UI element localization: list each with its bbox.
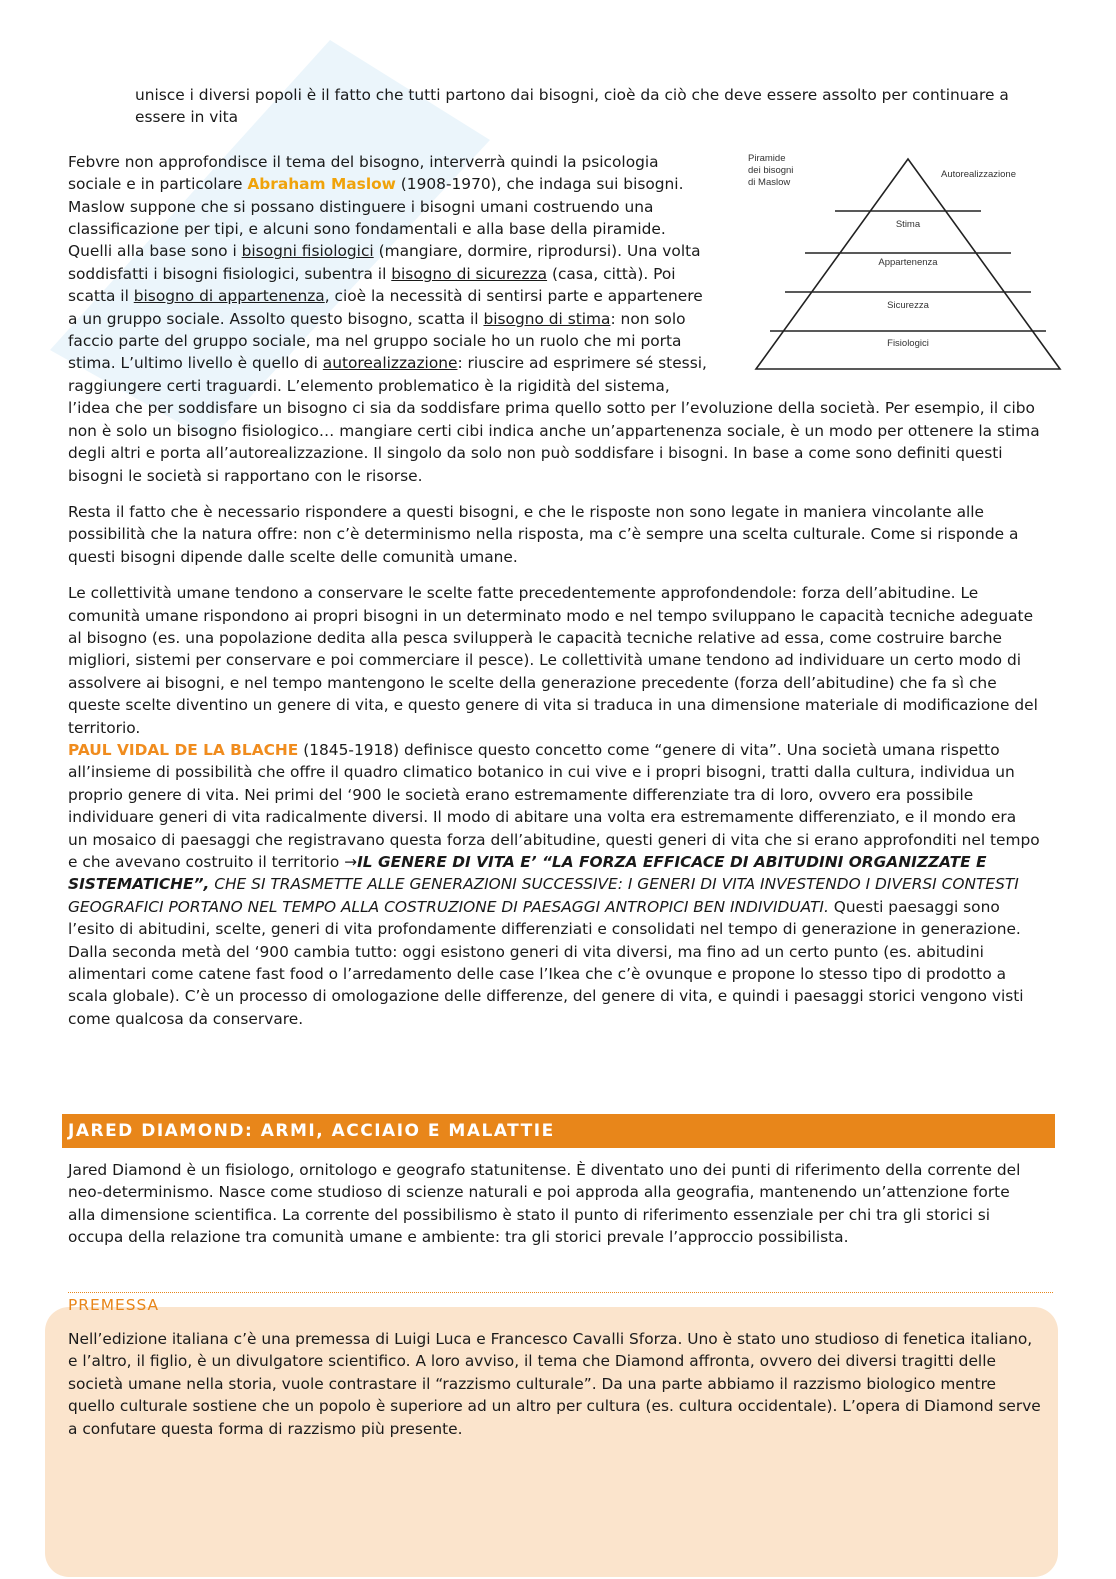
pyramid-level-appartenenza: Appartenenza [878,256,938,268]
premessa-paragraph: Nell’edizione italiana c’è una premessa di Luigi Luca e Francesco Cavalli Sforza. Uno è stato uno studioso di fenetica italiano, e l’altro, il figlio, è un divulgatore scientifico. A loro avviso, il tema che Diamond affronta, ovvero dei diversi tragitti delle società umane nella storia, vuole contrastare il “razzismo culturale”. Da una parte abbiamo il razzismo biologico mentre quello culturale sostiene che un popolo è superiore ad un altro per cultura (es. cultura occidentale). L’opera di Diamond serve a confutare questa forma di razzismo più presente. [68,1330,1041,1438]
dotted-divider [68,1292,1053,1293]
section-heading-diamond: JARED DIAMOND: ARMI, ACCIAIO E MALATTIE [62,1114,1055,1148]
pyramid-title-line: di Maslow [748,176,791,188]
diamond-paragraph: Jared Diamond è un fisiologo, ornitologo e geografo statunitense. È diventato uno dei punti di riferimento della corrente del neo-determinismo. Nasce come studioso di scienze naturali e poi approda alla geografia, mantenendo un’attenzione forte alla dimensione scientifica. La corrente del possibilismo è stato il punto di riferimento essenziale per chi tra gli storici si occupa della relazione tra comunità umane e ambiente: tra gli storici prevale l’approccio possibilista. [68,1161,1021,1247]
vidal-paragraph: PAUL VIDAL DE LA BLACHE (1845-1918) definisce questo concetto come “genere di vita”. Una società umana rispetto all’insieme di possibilità che offre il quadro climatico botanico in cui vive e i propri bisogni, tratti dalla cultura, individua un proprio genere di vita. Nei primi del ‘900 le società erano estremamente differenziate tra di loro, ovvero era possibile individuare generi di vita radicalmente diversi. Il modo di abitare una volta era estremamente differenziato, e il mondo era un mosaico di paesaggi che registravano questa forza dell’abitudine, questi generi di vita che si erano approfonditi nel tempo e che avevano costruito il territorio →IL GENERE DI VITA E’ “LA FORZA EFFICACE DI ABITUDINI ORGANIZZATE E SISTEMATICHE”, CHE SI TRASMETTE ALLE GENERAZIONI SUCCESSIVE: I GENERI DI VITA INVESTENDO I DIVERSI CONTESTI GEOGRAFICI PORTANO NEL TEMPO ALLA COSTRUZIONE DI PAESAGGI ANTROPICI BEN INDIVIDUATI. Questi paesaggi sono l’esito di abitudini, scelte, generi di vita profondamente differenziati e consolidati nel tempo di generazione in generazione. Dalla seconda metà del ‘900 cambia tutto: oggi esistono generi di vita diversi, ma fino ad un certo punto (es. abitudini alimentari come catene fast food o l’arredamento delle case l’Ikea che c’è ovunque e propone lo stesso tipo di prodotto a scala globale). C’è un processo di omologazione delle differenze, del genere di vita, e quindi i paesaggi storici vengono visti come qualcosa da conservare. [68,740,1040,1028]
collettivita-paragraph: Le collettività umane tendono a conservare le scelte fatte precedentemente approfondendole: forza dell’abitudine. Le comunità umane rispondono ai propri bisogni in un determinato modo e nel tempo sviluppano le capacità tecniche adeguate al bisogno (es. una popolazione dedita alla pesca svilupperà le capacità tecniche relative ad essa, come costruire barche migliori, sistemi per conservare e poi commerciare il pesce). Le collettività umane tendono ad individuare un certo modo di assolvere ai bisogni, e nel tempo mantengono le scelte della generazione precedente (forza dell’abitudine) che fa sì che queste scelte diventino un genere di vita, e questo genere di vita si traduca in una dimensione materiale di modificazione del territorio. [68,584,1038,737]
pyramid-level-sicurezza: Sicurezza [887,299,929,311]
maslow-name: Abraham Maslow [247,175,396,194]
page-content [68,84,1040,1030]
pyramid-level-fisiologici: Fisiologici [887,337,929,349]
intro-paragraph: unisce i diversi popoli è il fatto che tutti partono dai bisogni, cioè da ciò che deve essere assolto per continuare a essere in vita [135,86,1009,127]
arrow-icon: → [344,853,358,871]
pyramid-level-autorealizzazione: Autorealizzazione [941,168,1016,180]
pyramid-level-stima: Stima [895,218,921,230]
pyramid-title-line: Piramide [748,152,786,164]
maslow-pyramid-figure [748,147,1068,377]
maslow-paragraph: Febvre non approfondisce il tema del bisogno, interverrà quindi la psicologia sociale e in particolare Abraham Maslow (1908-1970), che indaga sui bisogni. Maslow suppone che si possano distinguere i bisogni umani costruendo una classificazione per tipi, e alcuni sono fondamentali e alla base della piramide. Quelli alla base sono i bisogni fisiologici (mangiare, dormire, riprodursi). Una volta soddisfatti i bisogni fisiologici, subentra il bisogno di sicurezza (casa, città). Poi scatta il bisogno di appartenenza, cioè la necessità di sentirsi parte e appartenere a un gruppo sociale. Assolto questo bisogno, scatta il bisogno di stima: non solo faccio parte del gruppo sociale, ma nel gruppo sociale ho un ruolo che mi porta stima. L’ultimo livello è quello di autorealizzazione: riuscire ad esprimere sé stessi, raggiungere certi traguardi. L’elemento problematico è la rigidità del sistema, l’idea che per soddisfare un bisogno ci sia da soddisfare prima quello sotto per l’evoluzione della società. Per esempio, il cibo non è solo un bisogno fisiologico… mangiare certi cibi indica anche un’appartenenza sociale, è un modo per ottenere la stima degli altri e porta all’autorealizzazione. Il singolo da solo non può soddisfare i bisogni. In base a come sono definiti questi bisogni le società si rapportano con le risorse. [68,152,1040,485]
pyramid-title-line: dei bisogni [748,164,794,176]
resta-paragraph: Resta il fatto che è necessario rispondere a questi bisogni, e che le risposte non sono legate in maniera vincolante alle possibilità che la natura offre: non c’è determinismo nella risposta, ma c’è sempre una scelta culturale. Come si risponde a questi bisogni dipende dalle scelte delle comunità umane. [68,502,1019,566]
vidal-name: PAUL VIDAL DE LA BLACHE [68,740,299,759]
premessa-title: PREMESSA [68,1296,160,1314]
